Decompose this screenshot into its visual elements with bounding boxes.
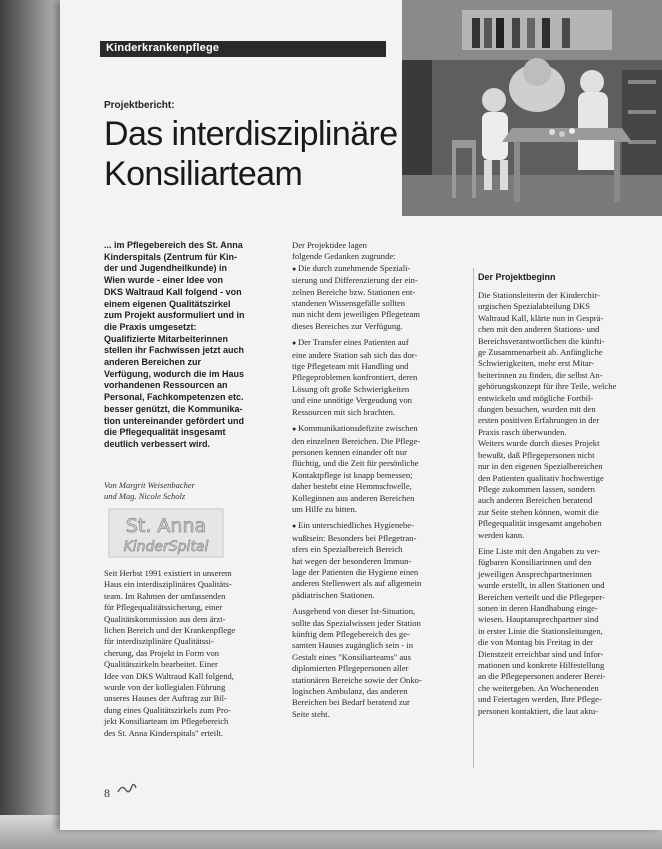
body-line: sonen in deren Handhabung einge- — [478, 602, 598, 613]
lead-line: die Praxis umgesetzt: — [104, 321, 197, 332]
body-line: den Patienten qualitativ hochwertige — [478, 472, 604, 483]
body-line: und Feiertagen werden, Ihre Pflege- — [478, 694, 602, 705]
body-line: unseres Hauses der Auftrag zur Bil- — [104, 693, 227, 704]
lead-line: Qualifizierte Mitarbeiterinnen — [104, 333, 229, 344]
byline-line: Von Margrit Weisenbacher — [104, 480, 195, 490]
body-line: Ressourcen mit sich brachten. — [292, 406, 396, 417]
body-line: mationen und konkrete Hilfestellung — [478, 660, 605, 670]
body-line: dungen besuchen, wurden mit den — [478, 404, 596, 415]
body-line: urgischen Spezialabteilung DKS — [478, 301, 591, 312]
svg-text:KinderSpital: KinderSpital — [123, 539, 209, 555]
body-line: Kontaktpflege ist knapp bemessen; — [292, 469, 413, 480]
body-line: Seite steht. — [292, 708, 330, 719]
body-line: diplomierten Pflegepersonen aller — [292, 663, 409, 674]
body-line: Die Stationsleiterin der Kinderchir- — [478, 290, 600, 300]
body-line: dieses Bereiches zur Verfügung. — [292, 320, 403, 331]
body-line: die von Montag bis Freitag in der — [478, 637, 594, 648]
body-line: hat wegen der besonderen Immun- — [292, 555, 412, 566]
headline-line: Das interdisziplinäre — [104, 115, 398, 153]
body-line: Der Projektidee lagen — [292, 240, 367, 250]
body-line: Eine Liste mit den Angaben zu ver- — [478, 545, 601, 556]
body-line: wußtsein: Besonders bei Pflegetran- — [292, 532, 417, 543]
body-line: Pflegeproblemen konfrontiert, deren — [292, 372, 418, 383]
body-line: Qualitätskommission aus dem ärzt- — [104, 613, 226, 624]
body-line: in erster Linie die Stationsleitungen, — [478, 625, 603, 636]
body-line: team. Im Rahmen der umfassenden — [104, 590, 226, 601]
body-line: bewußt, daß Pflegepersonen nicht — [478, 449, 595, 460]
body-line: standenen Wissensgefälle sollten — [292, 298, 406, 309]
body-line: Gestalt eines "Konsiliarteams" aus — [292, 651, 411, 662]
lead-line: Wien wurde - einer Idee von — [104, 275, 223, 286]
body-line: ersten positiven Erfahrungen in der — [478, 415, 600, 426]
page-number: 8 — [104, 786, 110, 800]
lead-line: Verfügung, wodurch die im Haus — [104, 368, 245, 379]
svg-text:St. Anna: St. Anna — [125, 515, 207, 537]
bullet-line: ● Der Transfer eines Patienten auf — [292, 337, 467, 349]
body-line: Kolleginnen aus anderen Bereichen — [292, 492, 415, 503]
lead-line: die Pflegequalität insgesamt — [104, 427, 226, 438]
lead-line: stellen ihr Fachwissen jetzt auch — [104, 345, 245, 356]
page-ornament-icon — [116, 780, 138, 800]
lead-line: tion untereinander gefördert und — [104, 415, 245, 426]
body-line: Lösung oft große Schwierigkeiten — [292, 383, 410, 394]
body-line: Idee von DKS Waltraud Kall folgend, — [104, 670, 234, 681]
bullet-line: ● Kommunikationsdefizite zwischen — [292, 423, 467, 435]
body-line: des St. Anna Kinderspitals" erteilt. — [104, 727, 224, 738]
body-line: jekt Konsiliarteam im Pflegebereich — [104, 716, 229, 727]
body-line: wurde von der kollegialen Führung — [104, 682, 226, 693]
body-line: den einzelnen Bereichen. Die Pflege- — [292, 435, 421, 446]
lead-line: DKS Waltraud Kall folgend - von — [104, 286, 242, 297]
body-line: Weiters wurde durch dieses Projekt — [478, 438, 600, 449]
lead-line: einem eigenen Qualitätszirkel — [104, 298, 231, 309]
body-line: eine andere Station sah sich das dor- — [292, 349, 418, 360]
body-line: und eine unnötige Vergeudung von — [292, 395, 412, 406]
body-line: Pflege zukommen lassen, sondern — [478, 483, 595, 494]
magazine-page — [60, 0, 662, 830]
article-byline — [104, 480, 304, 502]
body-line: anderen Stellenwert als auf allgemein — [292, 578, 422, 589]
body-line: personen kontaktiert, die laut aktu- — [478, 705, 599, 716]
body-line: um Hilfe zu bitten. — [292, 503, 357, 514]
body-line: daher besteht eine Hemmschwelle, — [292, 481, 412, 492]
lead-line: vorhandenen Ressourcen an — [104, 380, 228, 391]
byline-line: und Mag. Nicole Scholz — [104, 491, 186, 501]
body-line: für Pflegequalitätssicherung, einer — [104, 602, 223, 613]
body-line: Bereichsverantwortlichen die künfti- — [478, 335, 605, 346]
body-line: auch anderen Bereichen beratend — [478, 495, 593, 506]
section-subhead: Der Projektbeginn — [478, 272, 556, 282]
body-line: personen kennen einander oft nur — [292, 446, 408, 457]
body-line: jeweiligen Ansprechpartnerinnen — [478, 568, 592, 579]
body-line: che weitergeben. An Wochenenden — [478, 682, 599, 693]
lead-line: anderen Bereichen zur — [104, 357, 202, 368]
article-lead — [104, 240, 294, 451]
body-line: Pflegequalität insgesamt angehoben — [478, 518, 602, 529]
body-line: samten Hauses zugänglich sein - in — [292, 640, 413, 651]
body-line: künftig dem Pflegebereich des ge- — [292, 629, 410, 639]
body-line: werden kann. — [478, 529, 525, 540]
body-line: ge Zusammenarbeit ab. Anfängliche — [478, 347, 603, 358]
article-kicker: Projektbericht: — [104, 100, 175, 111]
body-line: Waltraud Kall, klärte nun in Gesprä- — [478, 312, 604, 323]
column-divider — [473, 268, 474, 768]
body-line: Praxis rasch überwunden. — [478, 426, 567, 437]
body-line: nur in den eigenen Spezialbereichen — [478, 461, 603, 472]
body-line: lage der Patienten die Hygiene einen — [292, 566, 419, 577]
body-line: dung eines Qualitätszirkels zum Pro- — [104, 704, 231, 715]
body-line: sierung und Differenzierung der ein- — [292, 275, 418, 286]
body-line: nun nicht dem jeweiligen Pflegeteam — [292, 309, 420, 320]
article-column-3 — [478, 290, 660, 717]
body-line: Seit Herbst 1991 existiert in unserem — [104, 568, 232, 578]
body-line: pädiatrischen Stationen. — [292, 589, 375, 600]
article-photo — [402, 0, 662, 216]
body-line: Bereichen bei Bedarf beratend zur — [292, 697, 410, 708]
article-column-1 — [104, 568, 284, 739]
body-line: gehörungskonzept für ihre Teile, welche — [478, 381, 617, 392]
body-line: cherung, das Projekt in Form von — [104, 647, 220, 658]
body-line: wiesen. Hauptansprechpartner sind — [478, 614, 599, 625]
body-line: logischen Ambulanz, das anderen — [292, 686, 408, 697]
body-line: chen mit den anderen Stations- und — [478, 324, 600, 335]
lead-line: Kinderspitals (Zentrum für Kin- — [104, 251, 238, 262]
body-line: zelnen Bereiche bzw. Stationen ent- — [292, 286, 416, 297]
body-line: wurde erstellt, in allen Stationen und — [478, 580, 605, 591]
body-line: lichen Bereich und der Krankenpflege — [104, 625, 236, 636]
body-line: fügbaren Konsiliarinnen und den — [478, 557, 592, 568]
body-line: Qualitätszirkeln bearbeitet. Einer — [104, 659, 218, 670]
body-line: sfers ein Spezialbereich Bereich — [292, 544, 403, 555]
body-line: Bereichen verteilt und die Pflegeper- — [478, 591, 605, 602]
body-line: flüchtig, und die Zeit für persönliche — [292, 458, 419, 469]
body-line: folgende Gedanken zugrunde: — [292, 251, 396, 262]
body-line: an die Pflegepersonen anderer Berei- — [478, 671, 606, 682]
body-line: entwickeln und mögliche Fortbil- — [478, 392, 594, 403]
body-line: für interdisziplinäre Qualitätssi- — [104, 636, 214, 647]
body-line: Dienstzeit erreichbar sind und Infor- — [478, 648, 604, 659]
body-line: beiterinnen zu finden, die selbst An- — [478, 369, 603, 380]
lead-line: Personal, Fachkompetenzen etc. — [104, 392, 244, 403]
article-column-2 — [292, 240, 467, 720]
section-label: Kinderkrankenpflege — [106, 42, 220, 54]
body-line: Ausgehend von dieser Ist-Situation, — [292, 606, 416, 617]
body-line: Haus ein interdisziplinäres Qualitäts- — [104, 579, 232, 590]
body-line: tige Pflegeteam mit Handling und — [292, 361, 409, 372]
body-line: zur Seite stehen können, womit die — [478, 506, 599, 517]
lead-line: besser genützt, die Kommunika- — [104, 403, 243, 414]
st-anna-kinderspital-logo — [108, 508, 224, 558]
lead-line: ... im Pflegebereich des St. Anna — [104, 240, 243, 250]
lead-line: deutlich verbessert wird. — [104, 438, 211, 449]
bullet-line: ● Die durch zunehmende Speziali- — [292, 263, 467, 275]
body-line: stationären Bereiche sowie der Onko- — [292, 674, 422, 685]
body-line: Schwierigkeiten, mehr erst Mitar- — [478, 358, 595, 369]
lead-line: zum Projekt ausformuliert und in — [104, 310, 245, 321]
headline-line: Konsiliarteam — [104, 155, 303, 193]
lead-line: der und Jugendheilkunde) in — [104, 263, 228, 274]
bullet-line: ● Ein unterschiedliches Hygienebe- — [292, 520, 467, 532]
article-headline — [104, 114, 398, 194]
body-line: sollte das Spezialwissen jeder Station — [292, 617, 421, 628]
